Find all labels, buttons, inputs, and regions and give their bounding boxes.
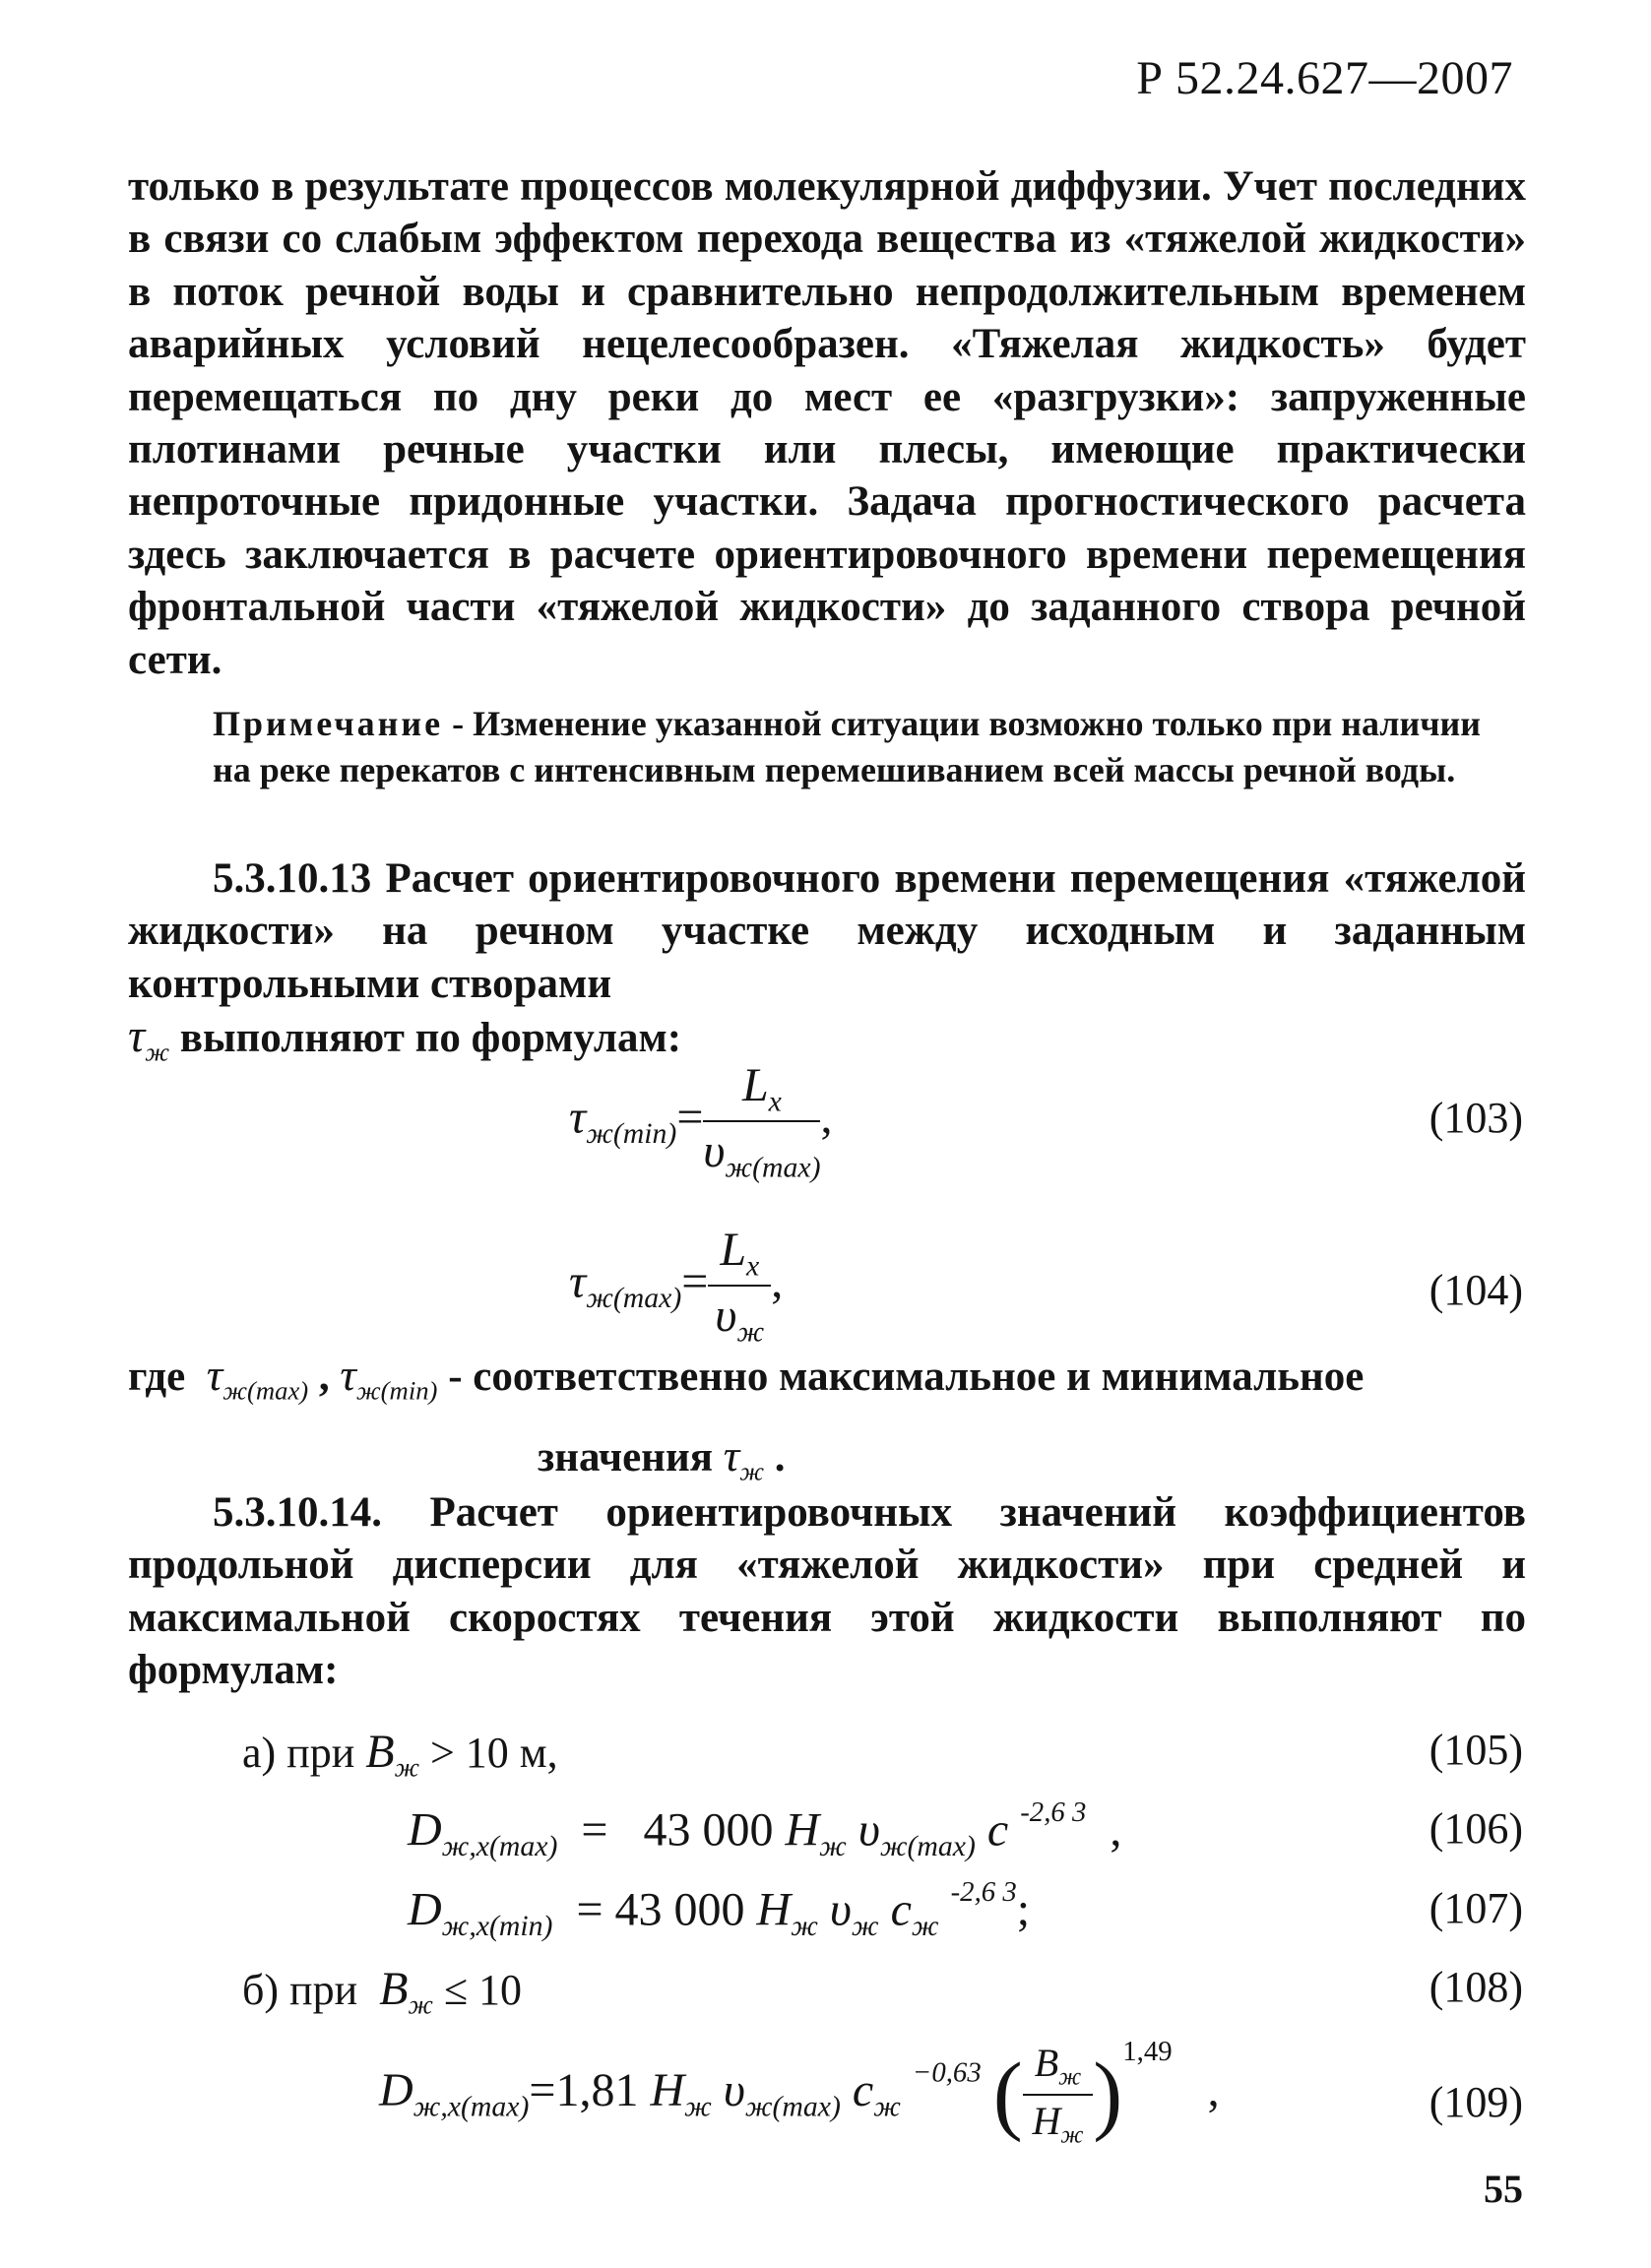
eq109-h: H — [650, 2064, 685, 2117]
note-text: - Изменение указанной ситуации возможно только при наличии на реке перекатов с интенсивным перемешиванием всей массы речной воды. — [213, 704, 1482, 789]
case-b — [242, 1962, 522, 2021]
eq106-h: H — [785, 1803, 820, 1857]
eq106-comma: , — [1110, 1803, 1122, 1857]
eq109-c: c — [852, 2064, 874, 2117]
eq104-equals: = — [681, 1255, 709, 1308]
eq109-fraction-numerator: B — [1034, 2041, 1059, 2086]
eq103-numerator-sub: x — [768, 1085, 782, 1118]
note-block — [213, 701, 1525, 793]
paragraph-5-3-10-13-tail: выполняют по формулам: — [168, 1015, 682, 1062]
eq103-numerator: L — [741, 1059, 769, 1111]
case-b-label: б) при — [242, 1966, 358, 2014]
eq109-fraction-denominator-sub: ж — [1060, 2121, 1084, 2149]
where-word: где — [128, 1354, 186, 1400]
equation-108-number: (108) — [1429, 1963, 1523, 2011]
equation-107-number: (107) — [1429, 1884, 1523, 1932]
eq109-lhs: D — [379, 2064, 413, 2117]
eq109-left-paren: ( — [992, 2046, 1023, 2144]
where-tau-max-sub: ж(max) — [222, 1375, 309, 1406]
equation-107 — [408, 1876, 1030, 1943]
where-continuation — [538, 1429, 786, 1486]
eq107-c: c — [890, 1883, 912, 1936]
eq104-lhs: τ — [569, 1255, 587, 1308]
page-number: 55 — [1484, 2167, 1523, 2211]
where-text: - соответственно максимальное и минимальное — [437, 1354, 1365, 1400]
case-a-var: B — [365, 1726, 395, 1778]
where-values-word: значения — [538, 1434, 713, 1480]
eq107-c-sub: ж — [911, 1909, 939, 1942]
eq106-coefficient: 43 000 — [643, 1803, 774, 1857]
eq106-equals: = — [581, 1803, 608, 1857]
eq106-h-sub: ж — [819, 1829, 847, 1862]
eq109-comma: , — [1207, 2064, 1220, 2117]
eq107-equals-coefficient: = 43 000 — [576, 1883, 745, 1936]
tau-symbol: τ — [128, 1010, 146, 1063]
eq109-c-sub: ж — [873, 2090, 901, 2123]
paragraph-5-3-10-14-text: 5.3.10.14. Расчет ориентировочных значений коэффициентов продольной дисперсии для «тяжелой жидкости» при средней и максимальной скоростях течения этой жидкости выполняют по формулам: — [128, 1489, 1526, 1694]
eq109-right-paren: ) — [1093, 2046, 1123, 2144]
eq107-h: H — [756, 1883, 792, 1936]
paragraph-5-3-10-13-text: 5.3.10.13 Расчет ориентировочного времени перемещения «тяжелой жидкости» на речном участке между исходным и заданным контрольными створами — [128, 855, 1526, 1007]
eq107-h-sub: ж — [791, 1909, 818, 1942]
where-tau-min-sub: ж(min) — [355, 1375, 438, 1406]
eq107-lhs: D — [408, 1883, 442, 1936]
eq103-lhs-sub: ж(min) — [586, 1116, 677, 1150]
eq109-h-sub: ж — [684, 2090, 712, 2123]
eq104-fraction — [708, 1223, 771, 1350]
eq109-fraction-numerator-sub: ж — [1058, 2064, 1082, 2092]
where-dot: . — [764, 1434, 786, 1480]
eq109-fraction — [1023, 2040, 1094, 2149]
paragraph-5-3-10-13 — [128, 852, 1526, 1079]
where-tau: τ — [723, 1430, 740, 1480]
tau-subscript: ж — [145, 1037, 169, 1067]
equation-109-number: (109) — [1429, 2078, 1523, 2126]
equation-105-number: (105) — [1429, 1726, 1523, 1774]
eq104-denominator: υ — [715, 1290, 737, 1343]
eq109-v-sub: ж(max) — [744, 2090, 841, 2123]
eq109-fraction-denominator: H — [1032, 2099, 1061, 2144]
eq103-denominator-sub: ж(max) — [725, 1151, 821, 1184]
eq107-v-sub: ж — [851, 1909, 879, 1942]
case-a — [242, 1725, 558, 1784]
equation-104-number: (104) — [1429, 1266, 1523, 1314]
eq109-equals-coefficient: =1,81 — [529, 2064, 639, 2117]
where-tau-max: τ — [206, 1350, 223, 1400]
equation-106 — [408, 1796, 1121, 1863]
eq103-lhs: τ — [569, 1091, 587, 1144]
eq109-lhs-sub: ж,x(max) — [413, 2090, 530, 2123]
equation-104 — [569, 1223, 783, 1350]
eq106-lhs-sub: ж,x(max) — [441, 1829, 558, 1862]
case-a-label: а) при — [242, 1729, 355, 1777]
eq103-fraction — [703, 1058, 820, 1185]
document-code: Р 52.24.627—2007 — [1136, 52, 1513, 104]
eq107-v: υ — [829, 1883, 852, 1936]
eq106-c: c — [986, 1803, 1009, 1857]
eq106-v: υ — [857, 1803, 880, 1857]
eq103-denominator: υ — [703, 1125, 726, 1178]
eq106-lhs: D — [408, 1803, 442, 1857]
equation-103-number: (103) — [1429, 1094, 1523, 1142]
eq104-denominator-sub: ж — [736, 1315, 765, 1349]
eq104-comma: , — [771, 1255, 784, 1308]
eq104-numerator-sub: x — [746, 1249, 760, 1283]
eq106-exponent: -2,6 3 — [1020, 1796, 1087, 1828]
eq107-semicolon: ; — [1016, 1883, 1031, 1936]
case-b-var-sub: ж — [408, 1989, 433, 2020]
note-label: Примечание — [213, 704, 444, 743]
where-tau-min: τ — [340, 1350, 356, 1400]
case-b-condition: ≤ 10 — [432, 1966, 522, 2014]
case-b-var: B — [379, 1963, 409, 2015]
eq107-exponent: -2,6 3 — [950, 1876, 1017, 1908]
eq104-numerator: L — [720, 1224, 747, 1276]
eq109-outer-exponent: 1,49 — [1122, 2036, 1173, 2067]
eq109-exponent: −0,63 — [912, 2056, 982, 2089]
eq103-comma: , — [820, 1091, 833, 1144]
where-comma: , — [308, 1354, 330, 1400]
case-a-var-sub: ж — [394, 1752, 419, 1783]
paragraph-5-3-10-14 — [128, 1486, 1526, 1697]
where-tau-sub: ж — [739, 1456, 764, 1486]
equation-106-number: (106) — [1429, 1804, 1523, 1853]
case-a-condition: > 10 м, — [418, 1729, 558, 1777]
equation-103 — [569, 1058, 832, 1185]
eq106-v-sub: ж(max) — [879, 1829, 976, 1862]
eq109-v: υ — [723, 2064, 745, 2117]
paragraph-heavy-liquid: только в результате процессов молекулярной диффузии. Учет последних в связи со слабым эффектом перехода вещества из «тяжелой жидкости» в поток речной воды и сравнительно непродолжительным временем аварийных условий нецелесообразен. «Тяжелая жидкость» будет перемещаться по дну реки до мест ее «разгрузки»: запруженные плотинами речные участки или плесы, имеющие практически непроточные придонные участки. Задача прогностического расчета здесь заключается в расчете ориентировочного времени перемещения фронтальной части «тяжелой жидкости» до заданного створа речной сети. — [128, 163, 1526, 683]
eq103-equals: = — [676, 1091, 704, 1144]
where-definition — [128, 1349, 1526, 1406]
equation-109 — [379, 2036, 1220, 2150]
eq107-lhs-sub: ж,x(min) — [441, 1909, 553, 1942]
eq104-lhs-sub: ж(max) — [586, 1281, 682, 1314]
